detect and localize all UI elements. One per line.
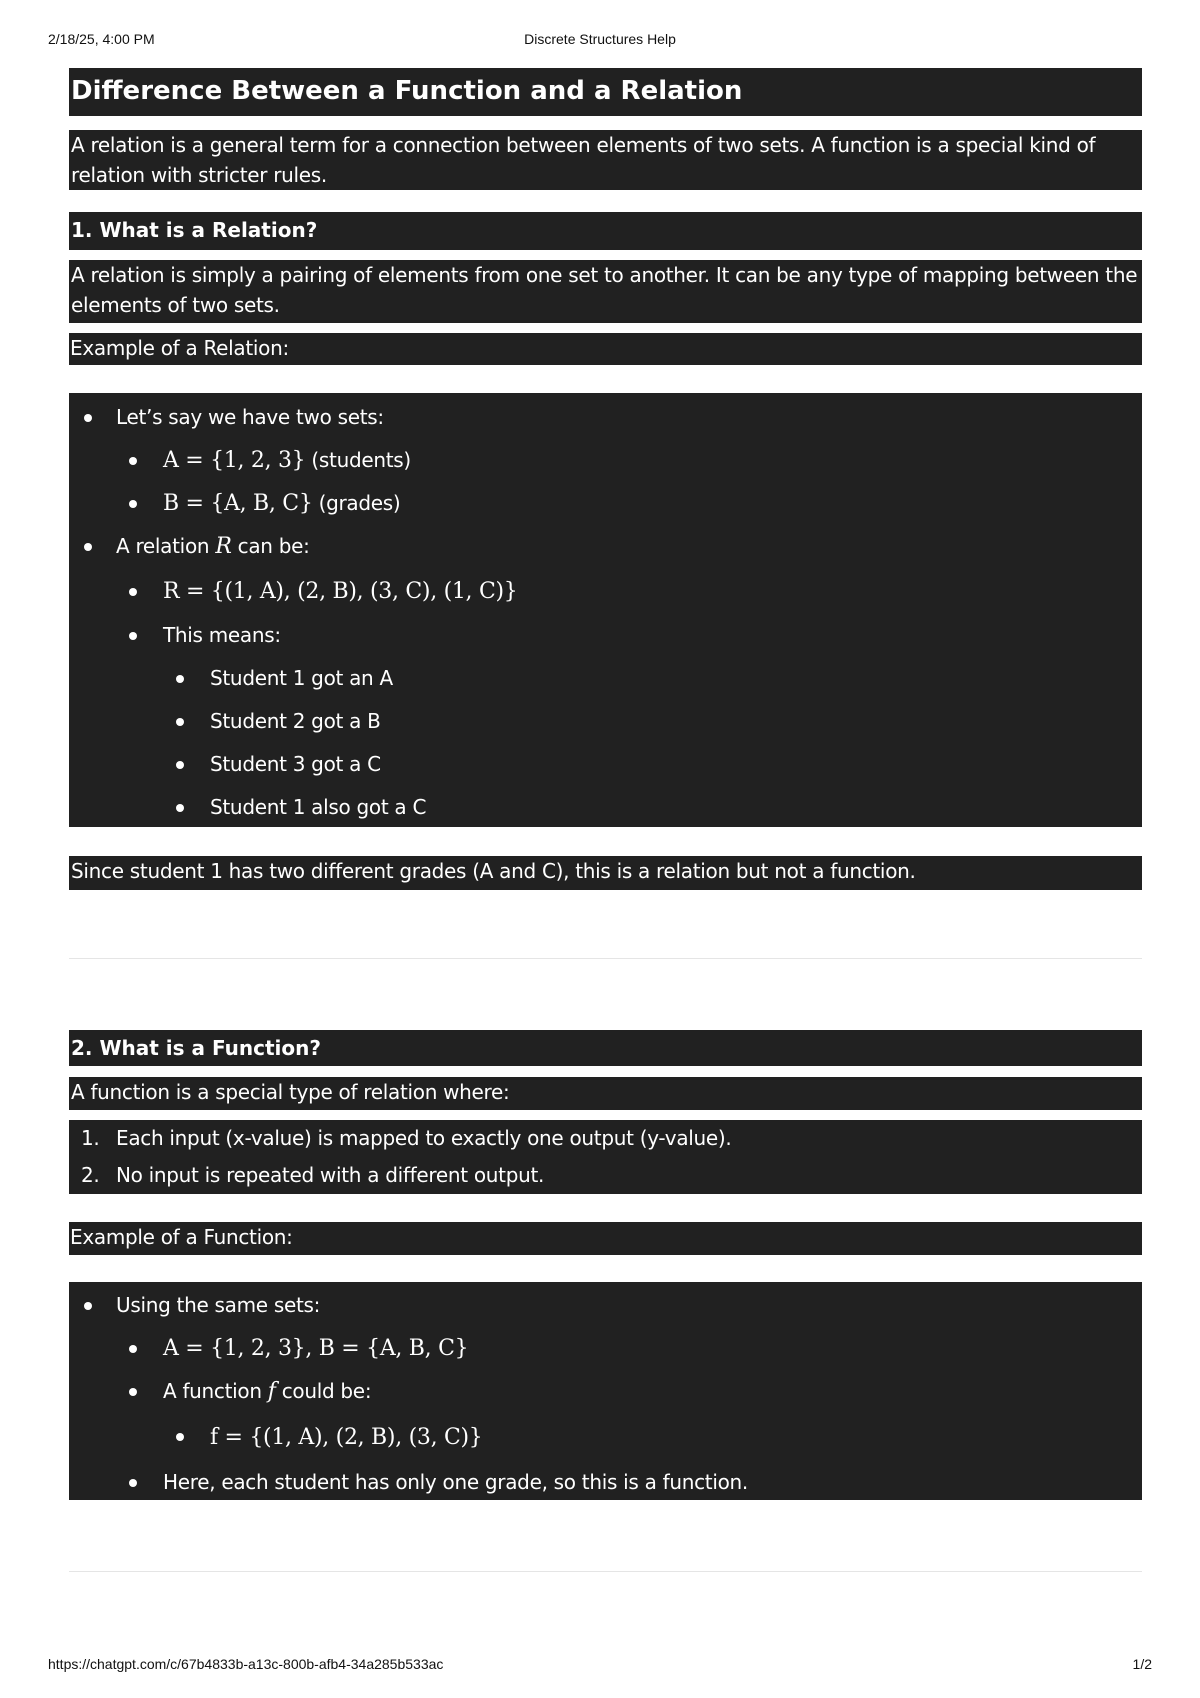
section-divider [69,958,1142,959]
bullet [176,718,184,726]
bullet [129,457,137,465]
section-1-paragraph: A relation is simply a pairing of elements from one set to another. It can be any type of mapping between the elements of two sets. [69,260,1142,323]
bullet [176,1433,184,1441]
list-item-text: Student 1 got an A [210,666,393,690]
list-number: 1. [81,1126,100,1150]
list-item [69,1461,1142,1504]
list-item [69,743,1142,786]
set-b-note: (grades) [312,491,401,515]
function-var: f [267,1379,276,1404]
list-item [69,396,1142,439]
bullet [84,1302,92,1310]
bullet [84,414,92,422]
section-1-heading: 1. What is a Relation? [69,212,1142,250]
list-item [69,1413,1142,1461]
print-date: 2/18/25, 4:00 PM [48,31,155,47]
list-item [69,657,1142,700]
list-item [69,1327,1142,1370]
list-item-text: Let’s say we have two sets: [116,405,384,429]
list-item [69,568,1142,614]
bullet [129,588,137,596]
set-a-note: (students) [305,448,411,472]
page-title: Difference Between a Function and a Relation [69,68,1142,116]
list-item [69,1157,1142,1194]
list-item [69,614,1142,657]
bullet [176,804,184,812]
relation-post: can be: [231,534,310,558]
list-item [69,1284,1142,1327]
list-item-text: Each input (x-value) is mapped to exactly one output (y-value). [116,1126,732,1150]
bullet [129,1345,137,1353]
relation-pre: A relation [116,534,216,558]
list-item-text: Student 2 got a B [210,709,381,733]
list-item-text: This means: [163,623,281,647]
relation-definition-math: R = {(1, A), (2, B), (3, C), (1, C)} [163,579,518,604]
list-item [69,1370,1142,1413]
list-item [69,525,1142,568]
section-2-paragraph: A function is a special type of relation where: [69,1077,1142,1110]
bullet [129,500,137,508]
list-item [69,786,1142,829]
page-number: 1/2 [1132,1656,1152,1672]
bullet [129,1479,137,1487]
list-number: 2. [81,1163,100,1187]
relation-conclusion: Since student 1 has two different grades (A and C), this is a relation but not a function. [69,856,1142,890]
list-item [69,482,1142,525]
bullet [129,632,137,640]
sets-math: A = {1, 2, 3}, B = {A, B, C} [163,1336,469,1361]
function-post: could be: [275,1379,372,1403]
set-a-math: A = {1, 2, 3} [163,448,306,473]
section-divider [69,1571,1142,1572]
bullet [84,543,92,551]
relation-example-heading: Example of a Relation: [69,333,1142,365]
bullet [129,1388,137,1396]
print-title: Discrete Structures Help [524,31,676,47]
list-item [69,700,1142,743]
intro-paragraph: A relation is a general term for a connection between elements of two sets. A function is a special kind of relation with stricter rules. [69,130,1142,190]
relation-var: R [215,534,232,559]
list-item [69,439,1142,482]
list-item-text: Here, each student has only one grade, so this is a function. [163,1470,748,1494]
list-item-text: Student 1 also got a C [210,795,427,819]
function-rules-list [69,1120,1142,1194]
list-item-text: Student 3 got a C [210,752,381,776]
print-url: https://chatgpt.com/c/67b4833b-a13c-800b-afb4-34a285b533ac [48,1656,444,1672]
list-item-text: Using the same sets: [116,1293,321,1317]
function-example-list [69,1282,1142,1500]
set-b-math: B = {A, B, C} [163,491,313,516]
list-item [69,1120,1142,1157]
section-2-heading: 2. What is a Function? [69,1030,1142,1066]
bullet [176,675,184,683]
function-definition-math: f = {(1, A), (2, B), (3, C)} [210,1425,483,1450]
bullet [176,761,184,769]
list-item-text: No input is repeated with a different output. [116,1163,545,1187]
function-pre: A function [163,1379,268,1403]
relation-example-list [69,393,1142,827]
function-example-heading: Example of a Function: [69,1222,1142,1255]
